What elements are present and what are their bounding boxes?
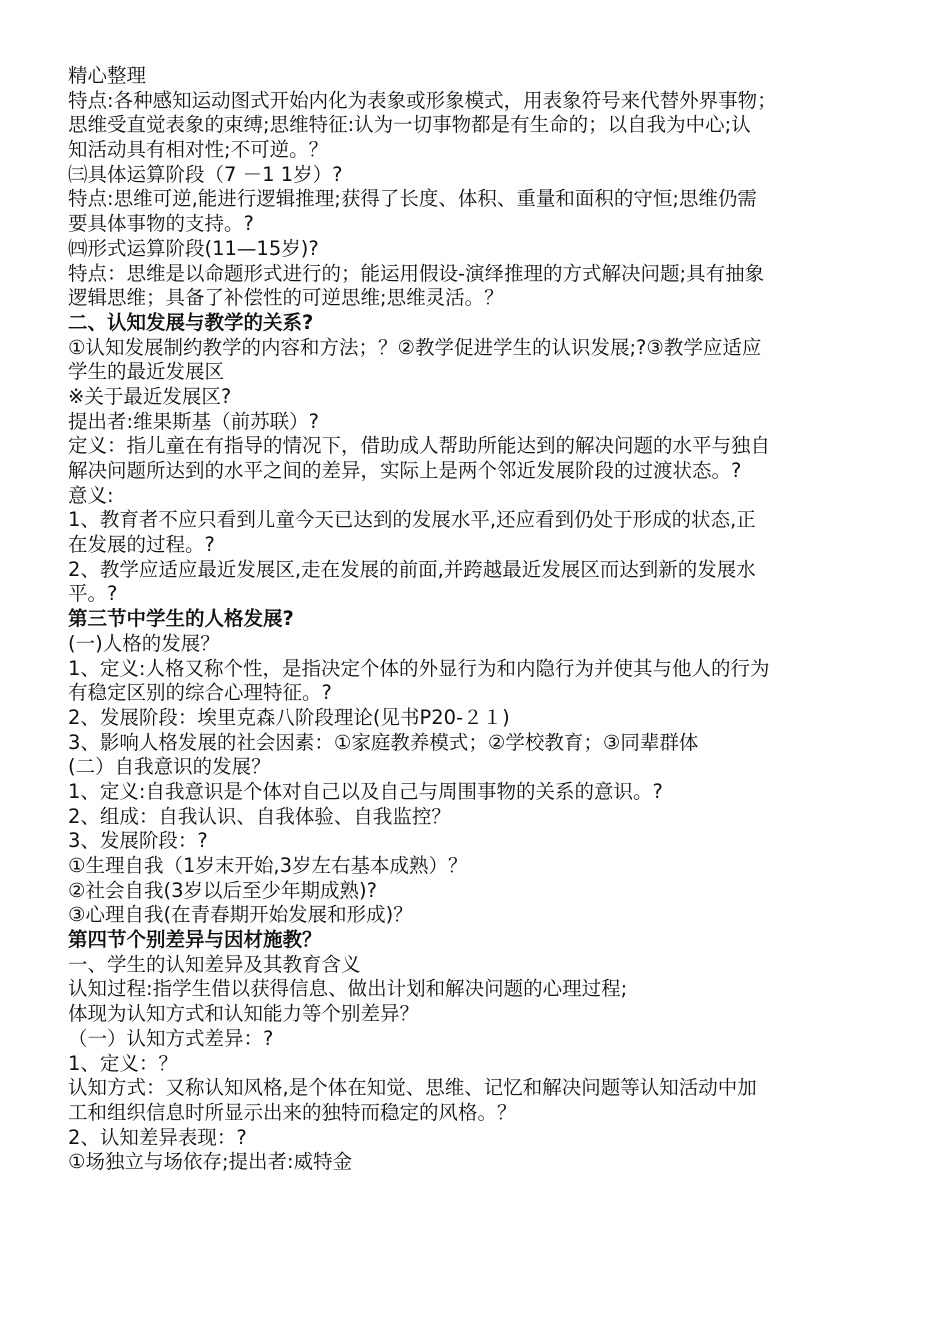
text-line: 特点:各种感知运动图式开始内化为表象或形象模式，用表象符号来代替外界事物； [68, 88, 777, 112]
text-line: 认知方式：又称认知风格,是个体在知觉、思维、记忆和解决问题等认知活动中加 [68, 1076, 757, 1100]
subsection-heading: （一）认知方式差异：? [68, 1026, 274, 1050]
text-line: 2、教学应适应最近发展区,走在发展的前面,并跨越最近发展区而达到新的发展水 [68, 557, 756, 581]
text-line: ①认知发展制约教学的内容和方法；？②教学促进学生的认识发展;?③教学应适应 [68, 335, 762, 359]
text-line: 在发展的过程。? [68, 533, 215, 557]
section-heading: 第三节中学生的人格发展? [68, 607, 294, 631]
section-heading: 二、认知发展与教学的关系? [68, 310, 314, 334]
subsection-heading: ㈢具体运算阶段（7 －1 1岁）? [68, 162, 343, 186]
text-line: 体现为认知方式和认知能力等个别差异？ [68, 1002, 420, 1026]
subsection-heading: (二）自我意识的发展？ [68, 755, 271, 779]
text-line: 工和组织信息时所显示出来的独特而稳定的风格。？ [68, 1100, 517, 1124]
header-label: 精心整理 [68, 64, 147, 87]
text-line: 1、定义：？ [68, 1051, 178, 1075]
text-line: 解决问题所达到的水平之间的差异，实际上是两个邻近发展阶段的过渡状态。? [68, 459, 742, 482]
text-line: 思维受直觉表象的束缚;思维特征:认为一切事物都是有生命的；以自我为中心;认 [68, 113, 751, 137]
text-line: 知活动具有相对性;不可逆。？ [68, 138, 329, 162]
subsection-heading: ※关于最近发展区? [68, 384, 232, 408]
text-line: 学生的最近发展区 [68, 360, 225, 384]
text-line: 2、发展阶段：埃里克森八阶段理论(见书P20-２１) [68, 705, 510, 729]
text-line: 特点:思维可逆,能进行逻辑推理;获得了长度、体积、重量和面积的守恒;思维仍需 [68, 187, 757, 211]
text-line: 1、定义:人格又称个性，是指决定个体的外显行为和内隐行为并使其与他人的行为 [68, 656, 770, 680]
subsection-heading: 一、学生的认知差异及其教育含义 [68, 952, 361, 976]
text-line: 定义：指儿童在有指导的情况下，借助成人帮助所能达到的解决问题的水平与独自 [68, 434, 771, 458]
text-line: 1、定义:自我意识是个体对自己以及自己与周围事物的关系的意识。? [68, 779, 663, 803]
text-line: 意义: [68, 483, 114, 507]
text-line: 特点：思维是以命题形式进行的；能运用假设-演绎推理的方式解决问题;具有抽象 [68, 261, 765, 285]
text-line: 要具体事物的支持。? [68, 212, 254, 236]
text-line: ①场独立与场依存;提出者:威特金 [68, 1150, 353, 1174]
text-line: 认知过程:指学生借以获得信息、做出计划和解决问题的心理过程; [68, 977, 628, 1001]
text-line: 2、组成：自我认识、自我体验、自我监控？ [68, 804, 451, 828]
text-line: 3、影响人格发展的社会因素：①家庭教养模式；②学校教育；③同辈群体 [68, 730, 699, 754]
subsection-heading: ㈣形式运算阶段(11—15岁)? [68, 236, 319, 260]
text-line: 有稳定区别的综合心理特征。? [68, 681, 332, 705]
text-line: 3、发展阶段：? [68, 829, 208, 853]
text-line: ①生理自我（1岁末开始,3岁左右基本成熟）？ [68, 854, 468, 877]
text-line: 逻辑思维；具备了补偿性的可逆思维;思维灵活。？ [68, 286, 504, 310]
section-heading: 第四节个别差异与因材施教？ [68, 928, 322, 952]
text-line: 平。? [68, 582, 118, 606]
document-body [68, 64, 883, 1175]
text-line: 2、认知差异表现：? [68, 1125, 247, 1149]
text-line: ③心理自我(在青春期开始发展和形成)？ [68, 903, 413, 927]
text-line: 提出者:维果斯基（前苏联）? [68, 409, 319, 433]
text-line: ②社会自我(3岁以后至少年期成熟)? [68, 878, 377, 902]
text-line: 1、教育者不应只看到儿童今天已达到的发展水平,还应看到仍处于形成的状态,正 [68, 508, 756, 532]
subsection-heading: (一)人格的发展？ [68, 631, 220, 655]
